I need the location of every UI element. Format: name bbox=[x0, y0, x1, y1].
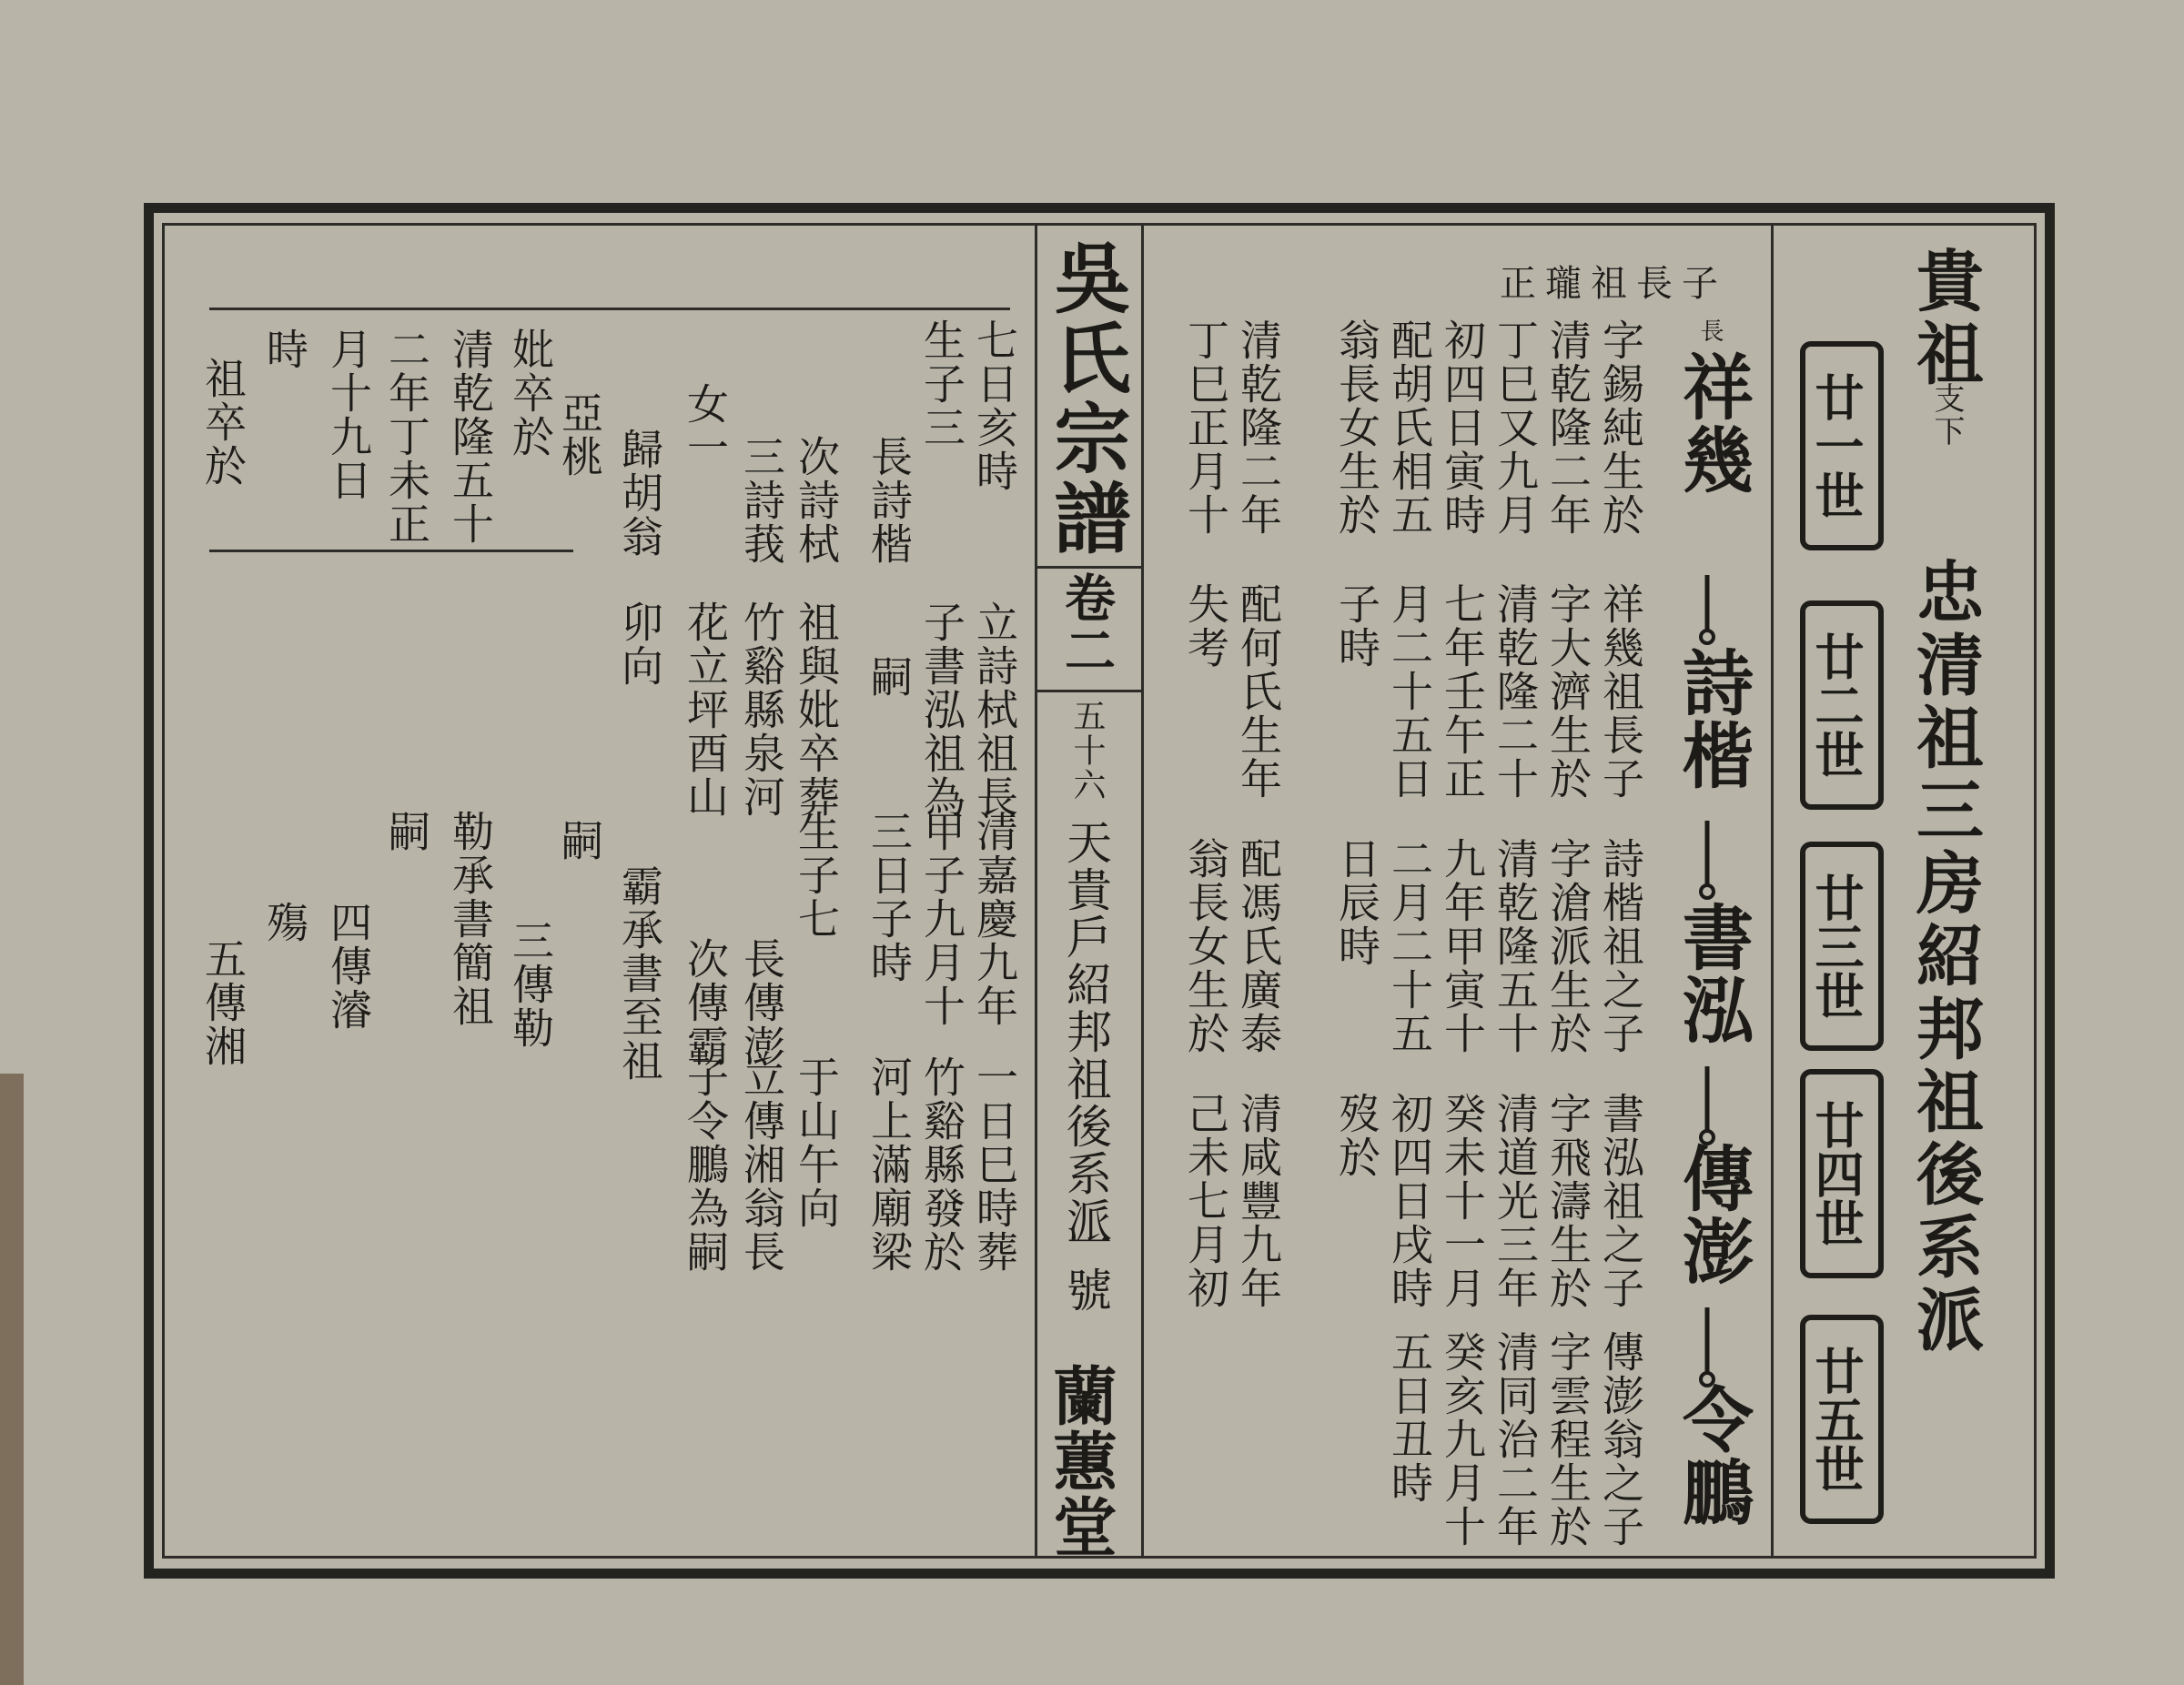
torn-edge bbox=[0, 1074, 24, 1685]
lineage-name: 書泓 bbox=[1671, 901, 1754, 1046]
bio-text: 清同治二年 bbox=[1491, 1330, 1540, 1549]
bio-text: 妣卒於 bbox=[506, 328, 555, 459]
bio-text: 五日丑時 bbox=[1385, 1330, 1434, 1505]
bio-text: 女一 bbox=[681, 382, 730, 469]
bio-text: 字雲程生於 bbox=[1543, 1330, 1592, 1549]
bio-text: 立傳湘翁長 bbox=[737, 1055, 786, 1274]
spine-number: 一號 bbox=[1059, 1219, 1112, 1314]
bio-text: 傳澎翁之子 bbox=[1596, 1330, 1645, 1549]
bio-text: 九年甲寅十 bbox=[1438, 837, 1487, 1055]
bio-text: 七年壬午正 bbox=[1438, 582, 1487, 801]
margin-divider bbox=[1771, 226, 1774, 1556]
spine-page-number: 五十六 bbox=[1068, 699, 1106, 802]
bio-text: 祥幾祖長子 bbox=[1596, 582, 1645, 801]
generation-label: 廿二世 bbox=[1800, 600, 1884, 810]
bio-text: 立詩栻祖長 bbox=[970, 600, 1019, 819]
generation-label: 廿五世 bbox=[1800, 1315, 1884, 1524]
bio-text: 癸未十一月 bbox=[1438, 1092, 1487, 1310]
bio-text: 詩楷祖之子 bbox=[1596, 837, 1645, 1055]
bio-text: 二月二十五 bbox=[1385, 837, 1434, 1055]
bio-text: 清乾隆二年 bbox=[1234, 318, 1283, 537]
bio-text: 歸胡翁 bbox=[615, 428, 664, 559]
generation-label: 廿四世 bbox=[1800, 1069, 1884, 1278]
left-header-rule bbox=[209, 308, 1010, 310]
bio-text: 己未七月初 bbox=[1181, 1092, 1230, 1310]
bio-text: 勒承書簡祖 bbox=[446, 810, 495, 1028]
bio-text: 五傳湘 bbox=[198, 937, 248, 1068]
bio-text: 字錫純生於 bbox=[1596, 318, 1645, 537]
bio-text: 長詩楷 bbox=[864, 435, 914, 566]
bio-text: 生子三 bbox=[917, 318, 966, 449]
bio-text: 初四日戌時 bbox=[1385, 1092, 1434, 1310]
bio-text: 清乾隆五十 bbox=[1491, 837, 1540, 1055]
bio-text: 長傳澎 bbox=[737, 937, 786, 1068]
lineage-name: 傳澎 bbox=[1671, 1142, 1754, 1287]
bio-text: 月二十五日 bbox=[1385, 582, 1434, 801]
lineage-prefix: 長 bbox=[1696, 318, 1724, 344]
bio-text: 初四日寅時 bbox=[1438, 318, 1487, 537]
lineage-name: 祥幾 bbox=[1671, 350, 1754, 496]
bio-text: 竹谿縣泉河 bbox=[737, 600, 786, 819]
bio-text: 歿於 bbox=[1332, 1092, 1381, 1179]
bio-text: 二年丁未正 bbox=[382, 328, 431, 546]
bio-text: 清咸豐九年 bbox=[1234, 1092, 1283, 1310]
bio-text: 清乾隆二十 bbox=[1491, 582, 1540, 801]
bio-text: 丁巳又九月 bbox=[1491, 318, 1540, 537]
margin-title-line2: 忠清祖三房紹邦祖後系派 bbox=[1906, 557, 1984, 1357]
bio-text: 祖與妣卒葬 bbox=[792, 600, 841, 819]
bio-text: 月十九日 bbox=[324, 328, 373, 502]
bio-text: 清乾隆二年 bbox=[1543, 318, 1592, 537]
bio-text: 配馮氏廣泰 bbox=[1234, 837, 1283, 1055]
bio-text: 字滄派生於 bbox=[1543, 837, 1592, 1055]
margin-title-line1: 貴祖 bbox=[1906, 246, 1984, 391]
bio-text: 三詩莪 bbox=[737, 435, 786, 566]
lineage-name: 詩楷 bbox=[1671, 646, 1754, 792]
spine-border-right bbox=[1141, 226, 1144, 1556]
bio-text: 祖卒於 bbox=[198, 357, 248, 488]
spine-title: 吳氏宗譜 bbox=[1042, 238, 1132, 559]
bio-text: 清嘉慶九年 bbox=[970, 810, 1019, 1028]
bio-text: 子書泓祖為 bbox=[917, 600, 966, 819]
generation-label: 廿三世 bbox=[1800, 842, 1884, 1051]
bio-text: 日辰時 bbox=[1332, 837, 1381, 968]
generation-label: 廿一世 bbox=[1800, 341, 1884, 550]
bio-text: 配胡氏相五 bbox=[1385, 318, 1434, 537]
bio-text: 于山午向 bbox=[792, 1055, 841, 1230]
spine-divider-mid bbox=[1037, 690, 1141, 692]
bio-text: 清道光三年 bbox=[1491, 1092, 1540, 1310]
bio-text: 生子七 bbox=[792, 810, 841, 941]
bio-text: 嗣 bbox=[382, 810, 431, 853]
bio-text: 翁長女生於 bbox=[1332, 318, 1381, 537]
bio-text: 失考 bbox=[1181, 582, 1230, 670]
bio-text: 殤 bbox=[260, 901, 309, 944]
spine-volume: 卷二 bbox=[1057, 571, 1117, 677]
bio-text: 一日巳時葬 bbox=[970, 1055, 1019, 1274]
bio-text: 翁長女生於 bbox=[1181, 837, 1230, 1055]
bio-text: 字飛濤生於 bbox=[1543, 1092, 1592, 1310]
lineage-name: 令鵬 bbox=[1671, 1383, 1754, 1529]
bio-text: 四傳濬 bbox=[324, 901, 373, 1032]
bio-text: 河上滿廟梁 bbox=[864, 1055, 914, 1274]
bio-text: 次傳霸 bbox=[681, 937, 730, 1068]
spine-border-left bbox=[1035, 226, 1037, 1556]
bio-text: 竹谿縣發於 bbox=[917, 1055, 966, 1274]
bio-text: 霸承書至祖 bbox=[615, 864, 664, 1083]
spine-divider-top bbox=[1037, 566, 1141, 569]
bio-text: 子令鵬為嗣 bbox=[681, 1055, 730, 1274]
bio-text: 癸亥九月十 bbox=[1438, 1330, 1487, 1549]
bio-text: 清乾隆五十 bbox=[446, 328, 495, 546]
header-note: 正瓏祖長子 bbox=[1500, 263, 1727, 305]
bio-text: 甲子九月十 bbox=[917, 810, 966, 1028]
bio-text: 卯向 bbox=[615, 600, 664, 688]
left-mid-rule bbox=[209, 550, 573, 552]
bio-text: 次詩栻 bbox=[792, 435, 841, 566]
margin-branch-note: 支下 bbox=[1928, 382, 1965, 448]
spine-hall-name: 蘭蕙堂 bbox=[1043, 1363, 1118, 1559]
bio-text: 嗣 bbox=[555, 819, 604, 863]
bio-text: 子時 bbox=[1332, 582, 1381, 670]
spine-subtitle: 天貴戶紹邦祖後系派 bbox=[1059, 819, 1112, 1245]
bio-text: 三傳勒 bbox=[506, 919, 555, 1050]
bio-text: 嗣 bbox=[864, 655, 914, 699]
bio-text: 書泓祖之子 bbox=[1596, 1092, 1645, 1310]
bio-text: 花立坪酉山 bbox=[681, 600, 730, 819]
bio-text: 配何氏生年 bbox=[1234, 582, 1283, 801]
bio-text: 七日亥時 bbox=[970, 318, 1019, 493]
bio-text: 字大濟生於 bbox=[1543, 582, 1592, 801]
bio-text: 時 bbox=[260, 328, 309, 371]
bio-text: 亞桃 bbox=[555, 391, 604, 479]
bio-text: 丁巳正月十 bbox=[1181, 318, 1230, 537]
bio-text: 三日子時 bbox=[864, 810, 914, 984]
